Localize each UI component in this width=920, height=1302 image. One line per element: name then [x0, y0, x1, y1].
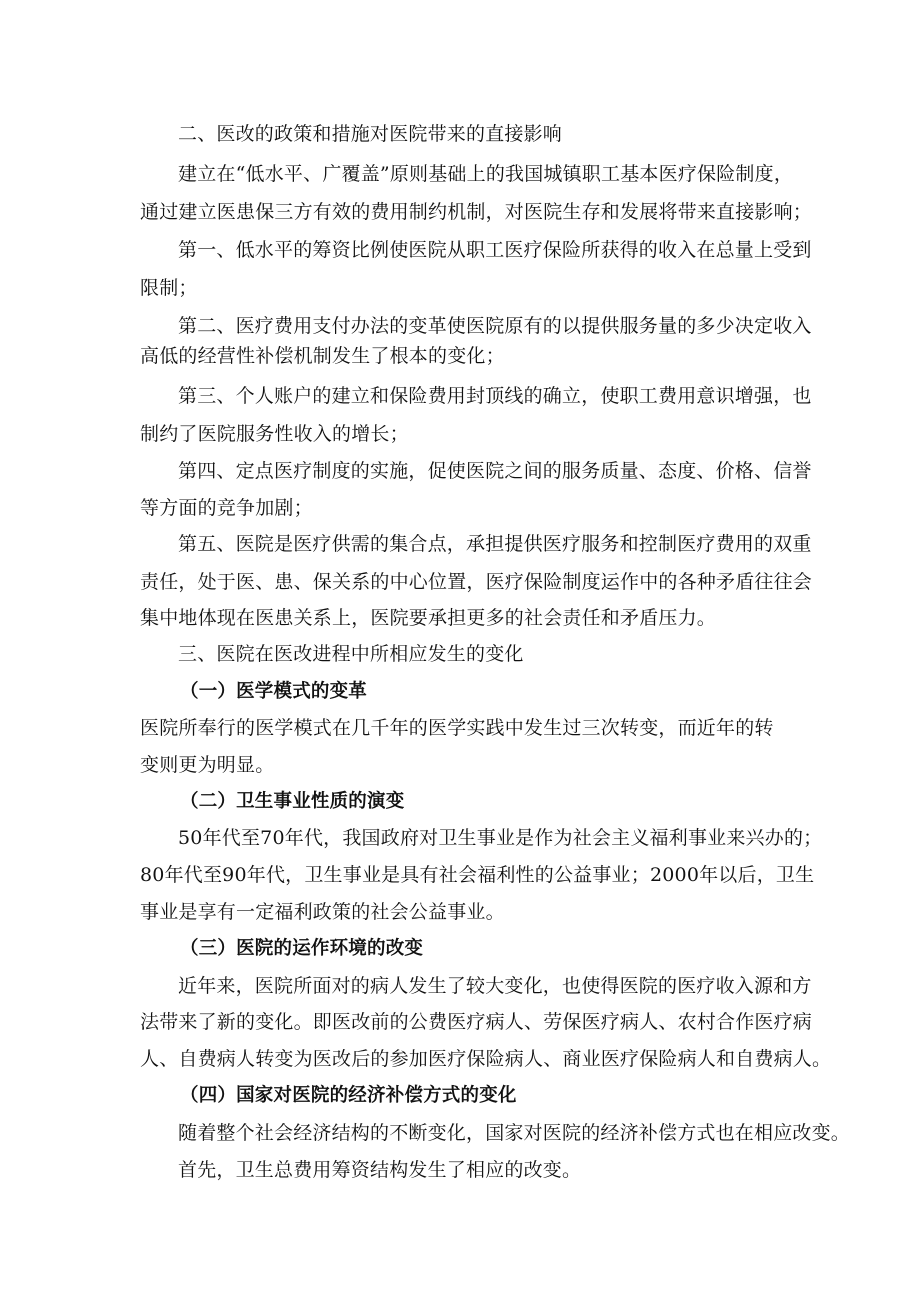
- subheading-two: （二）卫生事业性质的演变: [180, 791, 405, 812]
- paragraph-line: 50年代至70年代，我国政府对卫生事业是作为社会主义福利事业来兴办的；: [178, 827, 823, 849]
- paragraph-line: 医院所奉行的医学模式在几千年的医学实践中发生过三次转变，而近年的转: [140, 717, 774, 739]
- paragraph-line: 第四、定点医疗制度的实施，促使医院之间的服务质量、态度、价格、信誉: [178, 460, 812, 482]
- paragraph-line: 近年来，医院所面对的病人发生了较大变化，也使得医院的医疗收入源和方: [178, 975, 812, 997]
- paragraph-line: 变则更为明显。: [140, 754, 275, 776]
- paragraph-line: 法带来了新的变化。即医改前的公费医疗病人、劳保医疗病人、农村合作医疗病: [140, 1011, 813, 1033]
- heading-section-three: 三、医院在医改进程中所相应发生的变化: [178, 643, 524, 665]
- paragraph-line: 第一、低水平的筹资比例使医院从职工医疗保险所获得的收入在总量上受到: [178, 239, 812, 261]
- subheading-three: （三）医院的运作环境的改变: [180, 938, 424, 959]
- paragraph-line: 第五、医院是医疗供需的集合点，承担提供医疗服务和控制医疗费用的双重: [178, 533, 812, 555]
- paragraph-line: 人、自费病人转变为医改后的参加医疗保险病人、商业医疗保险病人和自费病人。: [140, 1048, 832, 1070]
- paragraph-line: 第二、医疗费用支付办法的变革使医院原有的以提供服务量的多少决定收入: [178, 315, 812, 337]
- subheading-four: （四）国家对医院的经济补偿方式的变化: [180, 1085, 517, 1106]
- paragraph-line: 事业是享有一定福利政策的社会公益事业。: [140, 901, 505, 923]
- paragraph-line: 随着整个社会经济结构的不断变化，国家对医院的经济补偿方式也在相应改变。: [178, 1122, 851, 1144]
- paragraph-line: 高低的经营性补偿机制发生了根本的变化；: [140, 345, 505, 367]
- heading-section-two: 二、医改的政策和措施对医院带来的直接影响: [178, 123, 563, 145]
- paragraph-line: 集中地体现在医患关系上，医院要承担更多的社会责任和矛盾压力。: [140, 607, 717, 629]
- paragraph-line: 责任，处于医、患、保关系的中心位置，医疗保险制度运作中的各种矛盾往往会: [140, 571, 813, 593]
- paragraph-line: 第三、个人账户的建立和保险费用封顶线的确立，使职工费用意识增强，也: [178, 385, 812, 407]
- paragraph-line: 通过建立医患保三方有效的费用制约机制，对医院生存和发展将带来直接影响；: [140, 201, 813, 223]
- paragraph-line: 80年代至90年代，卫生事业是具有社会福利性的公益事业；2000年以后，卫生: [140, 864, 815, 886]
- paragraph-line: 建立在“低水平、广覆盖”原则基础上的我国城镇职工基本医疗保险制度，: [178, 163, 794, 185]
- paragraph-line: 制约了医院服务性收入的增长；: [140, 423, 409, 445]
- paragraph-line: 首先，卫生总费用筹资结构发生了相应的改变。: [178, 1159, 582, 1181]
- subheading-one: （一）医学模式的变革: [180, 681, 368, 702]
- paragraph-line: 限制；: [140, 277, 198, 299]
- paragraph-line: 等方面的竞争加剧；: [140, 497, 313, 519]
